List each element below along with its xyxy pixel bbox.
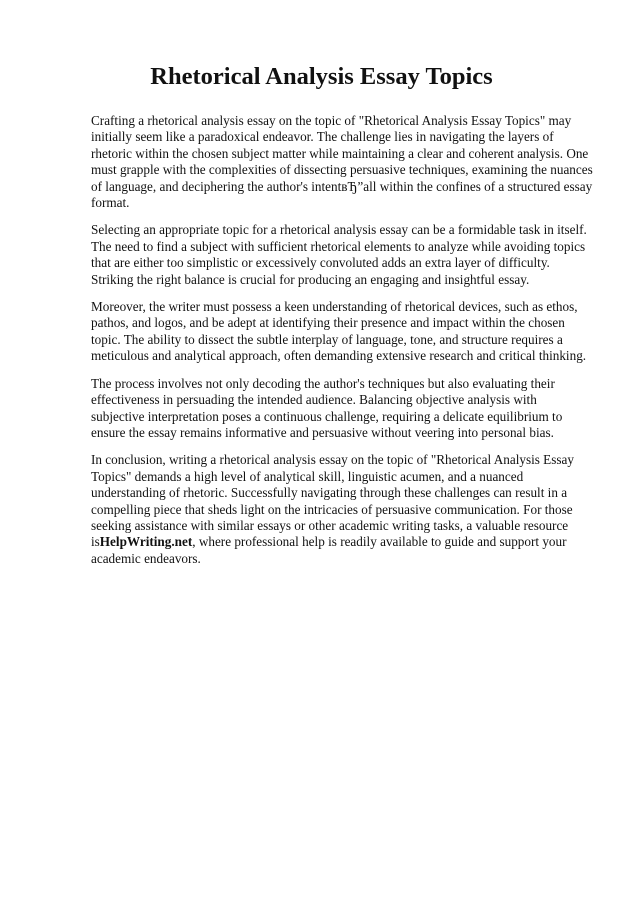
paragraph-conclusion (91, 452, 593, 567)
page-title: Rhetorical Analysis Essay Topics (150, 63, 493, 90)
conclusion-text-before: In conclusion, writing a rhetorical analysis essay on the topic of "Rhetorical Analysis Essay Topics" demands a high level of analytical skill, linguistic acumen, and a nuanced understanding of rhetoric. Successfully navigating through these challenges can result in a compelling piece that sheds light on the intricacies of persuasive communication. For those seeking assistance with similar essays or other academic writing tasks, a valuable resource is (91, 452, 574, 550)
brand-link[interactable]: HelpWriting.net (99, 534, 193, 550)
paragraph-topic-selection: Selecting an appropriate topic for a rhetorical analysis essay can be a formidable task in itself. The need to find a subject with sufficient rhetorical elements to analyze while avoiding topics that are either too simplistic or excessively convoluted adds an extra layer of difficulty. Striking the right balance is crucial for producing an engaging and insightful essay. (91, 222, 587, 287)
conclusion-text-after: , where professional help is readily available to guide and support your academic endeavors. (91, 534, 567, 566)
paragraph-evaluation: The process involves not only decoding the author's techniques but also evaluating their effectiveness in persuading the intended audience. Balancing objective analysis with subjective interpretation poses a continuous challenge, requiring a delicate equilibrium to ensure the essay remains informative and persuasive without veering into personal bias. (91, 375, 563, 440)
paragraph-intro: Crafting a rhetorical analysis essay on the topic of "Rhetorical Analysis Essay Topics" may initially seem like a paradoxical endeavor. The challenge lies in navigating the layers of rhetoric within the chosen subject matter while maintaining a clear and coherent analysis. One must grapple with the complexities of dissecting persuasive techniques, examining the nuances of language, and deciphering the author's intentвЂ”all within the confines of a structured essay format. (91, 113, 593, 211)
paragraph-rhetorical-devices: Moreover, the writer must possess a keen understanding of rhetorical devices, such as ethos, pathos, and logos, and be adept at identifying their presence and impact within the chosen topic. The ability to dissect the subtle interplay of language, tone, and structure requires a meticulous and analytical approach, often demanding extensive research and critical thinking. (91, 299, 587, 364)
